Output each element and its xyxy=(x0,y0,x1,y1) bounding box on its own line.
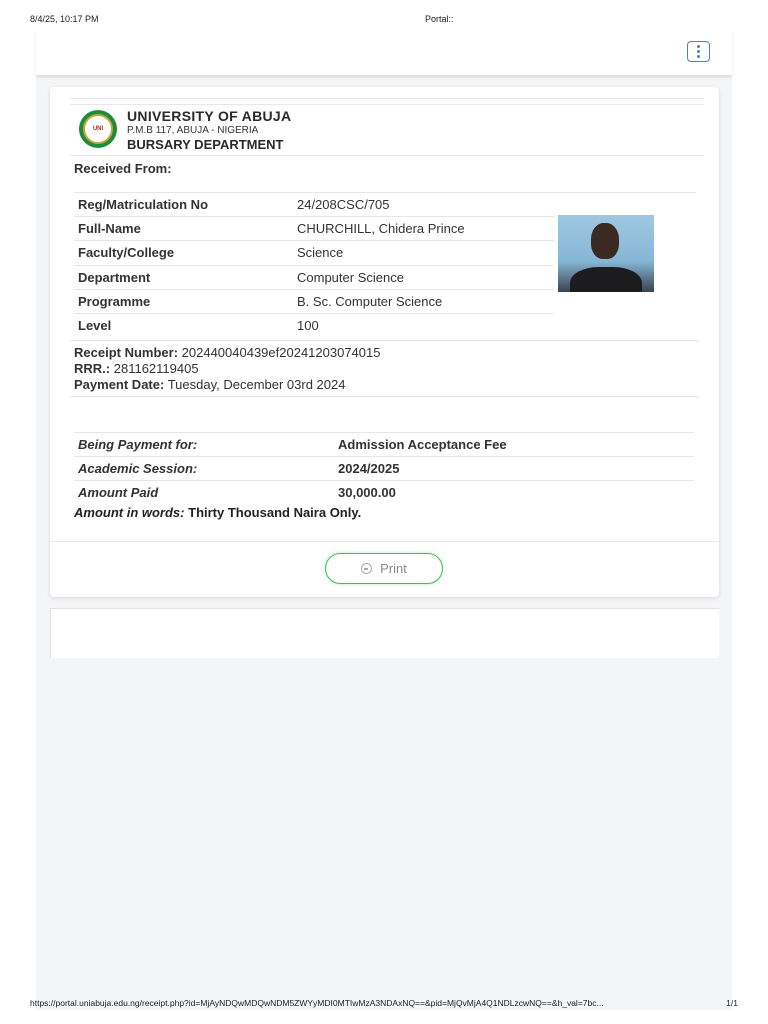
university-logo xyxy=(79,110,117,148)
table-row xyxy=(74,480,694,504)
row-label: Reg/Matriculation No xyxy=(78,197,209,213)
page-number: 1/1 xyxy=(726,998,738,1008)
table-row xyxy=(74,240,554,264)
print-button-label: Print xyxy=(380,561,407,576)
row-label: Academic Session: xyxy=(78,461,198,477)
row-label: Amount Paid xyxy=(78,485,159,501)
rrr-number: RRR.: 281162119405 xyxy=(74,361,199,376)
student-photo xyxy=(558,215,654,292)
row-value: 30,000.00 xyxy=(338,485,396,501)
row-label: Level xyxy=(78,318,112,334)
received-from-label: Received From: xyxy=(74,161,172,176)
divider xyxy=(554,192,696,193)
row-label: Programme xyxy=(78,293,151,309)
print-footer xyxy=(30,998,738,1010)
divider xyxy=(50,541,719,542)
row-value: Science xyxy=(297,245,344,261)
page-url: https://portal.uniabuja.edu.ng/receipt.php?id=MjAyNDQwMDQwNDM5ZWYyMDI0MTIwMzA3NDAxNQ==&pid=MjQvMjA4Q1NDLzcwNQ==&h_val=7bc... xyxy=(30,998,604,1008)
print-header xyxy=(30,14,738,26)
logo-seal: UNI xyxy=(83,114,113,144)
table-row xyxy=(74,456,694,480)
row-label: Department xyxy=(78,269,151,285)
payment-table xyxy=(74,432,694,505)
receipt-details xyxy=(70,340,699,397)
receipt-number: Receipt Number: 202440040439ef20241203074015 xyxy=(74,345,381,360)
table-row xyxy=(74,216,554,240)
department-name: BURSARY DEPARTMENT xyxy=(127,137,284,152)
print-datetime: 8/4/25, 10:17 PM xyxy=(30,14,99,24)
row-label: Being Payment for: xyxy=(78,437,198,453)
row-value: Computer Science xyxy=(297,269,404,285)
row-value: 24/208CSC/705 xyxy=(297,197,390,213)
university-name: UNIVERSITY OF ABUJA xyxy=(127,108,292,124)
divider xyxy=(70,98,704,99)
print-button[interactable] xyxy=(325,553,443,584)
amount-in-words: Amount in words: Thirty Thousand Naira Only. xyxy=(74,505,362,520)
receipt-card xyxy=(50,87,719,597)
table-row xyxy=(74,432,694,456)
table-row xyxy=(74,313,554,337)
row-value: 2024/2025 xyxy=(338,461,400,477)
vertical-ellipsis-icon[interactable] xyxy=(687,41,710,62)
row-value: 100 xyxy=(297,318,319,334)
receipt-header xyxy=(70,104,704,156)
row-value: B. Sc. Computer Science xyxy=(297,293,443,309)
loading-icon xyxy=(361,563,372,574)
row-label: Faculty/College xyxy=(78,245,175,261)
row-value: CHURCHILL, Chidera Prince xyxy=(297,221,465,237)
payment-date: Payment Date: Tuesday, December 03rd 2024 xyxy=(74,377,346,392)
lower-panel xyxy=(50,608,719,658)
student-info-table xyxy=(74,192,554,337)
row-label: Full-Name xyxy=(78,221,141,237)
top-navbar xyxy=(36,30,732,75)
row-value: Admission Acceptance Fee xyxy=(338,437,507,453)
university-address: P.M.B 117, ABUJA - NIGERIA xyxy=(127,125,259,136)
print-page-title: Portal:: xyxy=(425,14,454,24)
table-row xyxy=(74,265,554,289)
table-row xyxy=(74,192,554,216)
table-row xyxy=(74,289,554,313)
